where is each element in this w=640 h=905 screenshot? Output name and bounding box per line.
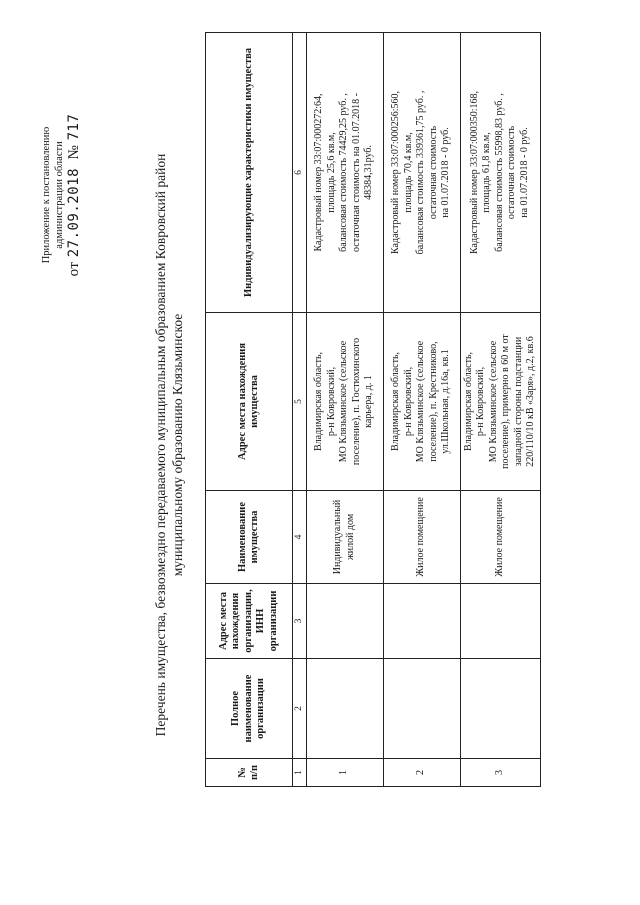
column-number: 3 xyxy=(293,584,307,659)
org-address-cell xyxy=(306,584,383,659)
address-line: поселение), примерно в 60 м от xyxy=(500,334,511,469)
property-table xyxy=(205,32,541,787)
characteristic-line: остаточная стоимость на 01.07.2018 - xyxy=(350,93,362,252)
property-address-cell xyxy=(383,313,460,491)
approval-number: 717 xyxy=(66,113,82,141)
header-cell: № п/п xyxy=(206,759,293,787)
address-line: Владимирская область, xyxy=(390,351,402,452)
property-address-cell xyxy=(306,313,383,491)
column-number-row xyxy=(293,33,307,787)
address-line: МО Клязьминское (сельское xyxy=(415,340,427,463)
approval-date: 27.09.2018 xyxy=(66,167,82,258)
address-line: 220/110/10 кВ «Заря», д.2, кв.6 xyxy=(525,336,536,467)
address-line: поселение), п. Гостюхинского xyxy=(350,337,362,466)
title-line-2: муниципальному образованию Клязьминское xyxy=(170,313,185,577)
property-address-cell xyxy=(460,313,540,491)
characteristic-line: 48384,31руб. xyxy=(363,145,375,200)
header-row xyxy=(206,33,293,787)
characteristic-line: площадь 70,4 кв.м, xyxy=(402,132,414,213)
characteristics-cell xyxy=(306,33,383,313)
address-line: р-н Ковровский, xyxy=(475,366,486,437)
header-cell: Адрес места нахождения имущества xyxy=(206,313,293,491)
address-line: Владимирская область, xyxy=(313,351,325,452)
date-prefix: от xyxy=(66,261,82,277)
approval-line-1: Приложение к постановлению xyxy=(41,126,52,264)
address-line: МО Клязьминское (сельское xyxy=(487,340,499,463)
property-name-cell: Жилое помещение xyxy=(460,491,540,584)
header-cell: Индивидуализирующие характеристики имущества xyxy=(206,33,293,313)
characteristics-cell xyxy=(383,33,460,313)
characteristics-cell xyxy=(460,33,540,313)
characteristic-line: Кадастровый номер 33:07:000350:168, xyxy=(468,91,480,254)
approval-block xyxy=(40,65,81,325)
characteristic-line: Кадастровый номер 33:07:000272:64, xyxy=(313,93,325,252)
characteristic-line: остаточная стоимость xyxy=(427,125,439,220)
header-cell: Адрес места нахождения организации, ИНН организации xyxy=(206,584,293,659)
address-line: МО Клязьминское (сельское xyxy=(338,340,350,463)
property-name-cell: Жилое помещение xyxy=(383,491,460,584)
row-number: 1 xyxy=(306,759,383,787)
org-address-cell xyxy=(460,584,540,659)
table-row xyxy=(460,33,540,787)
address-line: Владимирская область, xyxy=(462,351,474,452)
characteristic-line: остаточная стоимость xyxy=(506,125,518,220)
document-title xyxy=(152,45,186,845)
row-number: 2 xyxy=(383,759,460,787)
org-name-cell xyxy=(306,659,383,759)
table-row xyxy=(306,33,383,787)
characteristic-line: площадь 61,8 кв.м, xyxy=(481,132,493,213)
characteristic-line: Кадастровый номер 33:07:000256:560, xyxy=(390,91,402,254)
column-number: 2 xyxy=(293,659,307,759)
number-prefix: № xyxy=(66,144,82,160)
row-number: 3 xyxy=(460,759,540,787)
column-number: 1 xyxy=(293,759,307,787)
property-name-cell: Индивидуальный жилой дом xyxy=(306,491,383,584)
column-number: 5 xyxy=(293,313,307,491)
table-row xyxy=(383,33,460,787)
column-number: 4 xyxy=(293,491,307,584)
characteristic-line: на 01.07.2018 - 0 руб. xyxy=(518,127,530,218)
org-name-cell xyxy=(383,659,460,759)
characteristic-line: балансовая стоимость 55998,83 руб. , xyxy=(493,93,505,252)
address-line: карьера, д. 1 xyxy=(363,375,375,428)
column-number: 6 xyxy=(293,33,307,313)
characteristic-line: площадь 25,6 кв.м, xyxy=(325,132,337,213)
characteristic-line: балансовая стоимость 339361,75 руб. , xyxy=(415,90,427,255)
approval-date-line xyxy=(68,65,81,325)
approval-line-2: администрации области xyxy=(54,141,65,249)
address-line: р-н Ковровский, xyxy=(402,366,414,437)
header-cell: Полное наименование организации xyxy=(206,659,293,759)
org-address-cell xyxy=(383,584,460,659)
characteristic-line: балансовая стоимость 74429,25 руб. , xyxy=(338,93,350,252)
characteristic-line: на 01.07.2018 - 0 руб. xyxy=(440,127,452,218)
org-name-cell xyxy=(460,659,540,759)
title-line-1: Перечень имущества, безвозмездно передаваемого муниципальным образованием Ковровский район xyxy=(153,153,168,737)
address-line: западной стороны подстанции xyxy=(512,336,524,467)
address-line: р-н Ковровский, xyxy=(325,366,337,437)
address-line: поселение), п. Крестниково, xyxy=(427,341,439,462)
address-line: ул.Школьная, д.16а, кв.1 xyxy=(440,349,452,454)
header-cell: Наименование имущества xyxy=(206,491,293,584)
